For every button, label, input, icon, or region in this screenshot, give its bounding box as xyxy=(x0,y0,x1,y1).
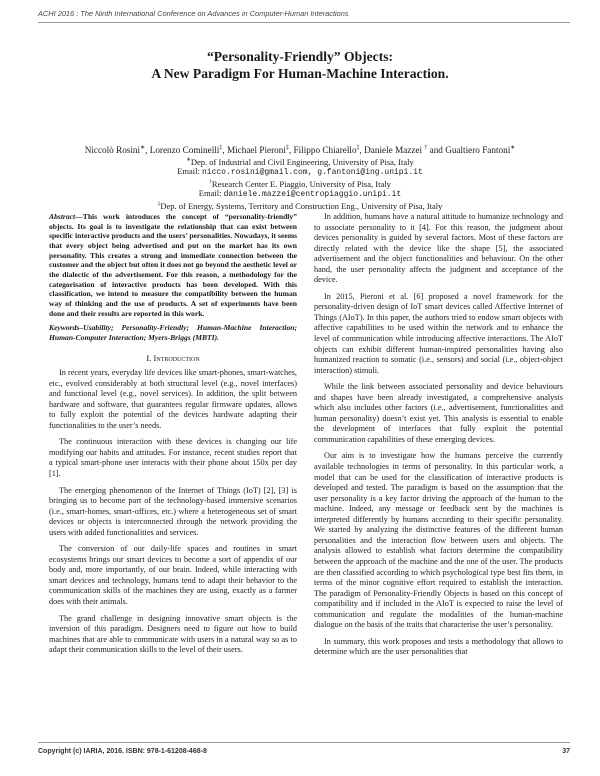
paragraph: In addition, humans have a natural attitude to humanize technology and to associate personality to it [4]. For this reason, the judgment about devices personality is guided by several factors. Most of these factors are directly related with the device like the shape [5], the associated advertisement and the object functionalities and behaviour. On the other hand, the user personality affects the judgment and acceptance of the device. xyxy=(314,212,563,285)
paragraph: In recent years, everyday life devices like smart-phones, smart-watches, etc., evolved considerably at both structural level (e.g., novel interfaces) and functional level (e.g., novel services). In addition, the split between hardware and software, that guarantees regular firmware updates, allows to fully exploit the potential of the devices hardware adapting their functionalities to the user’s needs. xyxy=(49,368,297,430)
paragraph: The grand challenge in designing innovative smart objects is the inversion of this paradigm. Designers need to figure out how to build machines that are able to communicate with users in a natural way so as to adapt their communication skills to the level of their users. xyxy=(49,613,297,655)
abstract-text: —This work introduces the concept of “personality-friendly” objects. Its goal is to investigate the relationship that can exist between specific interactive products and the users’ personalities. Nowadays, it seems that every object being advertised and put on the market has its own personality. This creates a strong and immediate connection between the customer and the object but often it does not go beyond the aesthetic level or the dialectic of the advertisement. For this reason, a methodology for the categorisation of interactive products has been developed. With this classification, we intend to measure the compatibility between the human way of thinking and the use of products. A set of experiments have been done and their results are reported in this work. xyxy=(49,212,297,318)
section-heading: I. Introduction xyxy=(146,352,200,363)
affiliation-mark: ∗ xyxy=(186,157,191,163)
paragraph: The emerging phenomenon of the Internet of Things (IoT) [2], [3] is bringing us to become part of the technology-based immersive scenarios (i.e., smart-homes, smart-offices, etc.) where a heterogeneous set of smart devices or objects is interconnected through the network providing the users with added functionalities and services. xyxy=(49,485,297,537)
copyright-footer: Copyright (c) IARIA, 2016. ISBN: 978-1-61208-468-8 xyxy=(38,748,207,755)
affiliation-mark: ∗ xyxy=(140,145,146,151)
paper-title-line2: A New Paradigm For Human-Machine Interaction. xyxy=(151,66,449,81)
header-rule xyxy=(38,22,570,23)
affiliation-mark: † xyxy=(424,145,428,151)
author-name: Filippo Chiarello xyxy=(293,145,357,156)
keywords xyxy=(49,323,297,342)
keywords-text: –Usability; Personality-Friendly; Human-Machine Interaction; Human-Computer Interaction; Myers-Briggs (MBTI). xyxy=(49,323,297,342)
affiliation-3 xyxy=(0,199,600,212)
affiliation-mark: ‡ xyxy=(219,145,223,151)
affiliation-mark: ‡ xyxy=(285,145,289,151)
author-name: Gualtiero Fantoni xyxy=(445,145,511,156)
affiliation-mark: † xyxy=(209,179,212,185)
paragraph: The conversion of our daily-life spaces and routines in smart ecosystems brings our smart devices to become a sort of appendix of our body and, more importantly, of our brain. Indeed, while interacting with smart devices and technology, humans tend to adapt their behavior to the communication skills of the machines they are using, exactly as a farmer does with their animals. xyxy=(49,544,297,607)
author-name: Michael Pieroni xyxy=(226,145,286,156)
affiliation-text: Dep. of Industrial and Civil Engineering, University of Pisa, Italy xyxy=(190,156,414,167)
paragraph: Our aim is to investigate how the humans perceive the currently available technologies in terms of personality. In this particular work, a model that can be used for the classification of interactive products is developed and tested. The paradigm is based on the assumption that the user personality is a key factor driving the approach of the human to the machine. Indeed, any message or feedback sent by the machines is interpreted differently by humans according to their specific personality. We started by analyzing the distinctive features of the different human personalities and the interaction flow between users and objects. The analysis allowed to establish what factors determine the compatibility between the approach of the machine and the one of the user. The products are then classified according to which psychological type best fits them, in terms of the minor cognitive effort required to establish the interaction. The paradigm of Personality-Friendly Objects is based on this concept of compatibility and if included in the AIoT is expected to raise the level of communication and regulate the modalities of the human-machine dialogue on the basis of the traits that characterise the user’s personality. xyxy=(314,451,563,630)
paragraph: In 2015, Pieroni et al. [6] proposed a novel framework for the personality-driven design of IoT smart devices called Affective Internet of Things (AIoT). In this paper, the authors tried to endow smart objects with affective capabilities to be used within the network and to enhance the level of communication while introducing affective interactions. The AIoT objects can exhibit different human-inspired personalities having also humanized reaction to somatic (i.e., sensors) and social (i.e., object-object interaction) stimuli. xyxy=(314,291,563,375)
email-label: Email: xyxy=(198,188,222,198)
affiliation-mark: ‡ xyxy=(157,201,161,207)
author-name: Daniele Mazzei xyxy=(364,145,423,156)
abstract-label: Abstract xyxy=(49,212,76,221)
author-conjunction: and xyxy=(429,145,443,156)
email-address[interactable]: daniele.mazzei@centropiaggio.unipi.it xyxy=(223,190,402,199)
author-name: Lorenzo Cominelli xyxy=(149,145,220,156)
affiliation-mark: ∗ xyxy=(510,145,516,151)
paragraph: The continuous interaction with these devices is changing our life modifying our habits and attitudes. For instance, recent studies report that a typical smart-phone user interacts with their phone about 150x per day [1]. xyxy=(49,437,297,478)
author-name: Niccolò Rosini xyxy=(84,145,141,156)
affiliation-text: Research Center E. Piaggio, University of Pisa, Italy xyxy=(211,178,391,189)
paragraph: While the link between associated personality and device behaviours and shapes have been already investigated, a comprehensive analysis which also includes other factors (i.e., advertisement, functionalities and human personality) doesn’t exist yet. This analysis is essential to enable the development of interfaces that fully exploit the potential communication capabilities of these emerging devices. xyxy=(314,382,563,444)
affiliation-text: Dep. of Energy, Systems, Territory and Construction Eng., University of Pisa, Italy xyxy=(160,200,443,211)
abstract xyxy=(49,212,297,318)
author-list: Niccolò Rosini∗, Lorenzo Cominelli‡, Michael Pieroni‡, Filippo Chiarello‡, Daniele Mazzei † and Gualtiero Fantoni∗ xyxy=(84,145,516,156)
page-number: 37 xyxy=(562,748,570,755)
paper-title-line1: “Personality-Friendly” Objects: xyxy=(206,49,394,64)
footer-rule xyxy=(38,742,570,743)
keywords-label: Keywords xyxy=(49,323,80,333)
left-column xyxy=(49,212,297,656)
email-address[interactable]: nicco.rosini@gmail.com, g.fantoni@ing.unipi.it xyxy=(201,168,423,177)
paragraph: In summary, this work proposes and tests a methodology that allows to determine which are the user personalities that xyxy=(314,636,563,657)
right-column xyxy=(314,212,563,658)
affiliation-mark: ‡ xyxy=(356,145,360,151)
email-label: Email: xyxy=(177,166,200,176)
conference-header: ACHI 2016 : The Ninth International Conference on Advances in Computer-Human Interactions xyxy=(38,9,349,18)
